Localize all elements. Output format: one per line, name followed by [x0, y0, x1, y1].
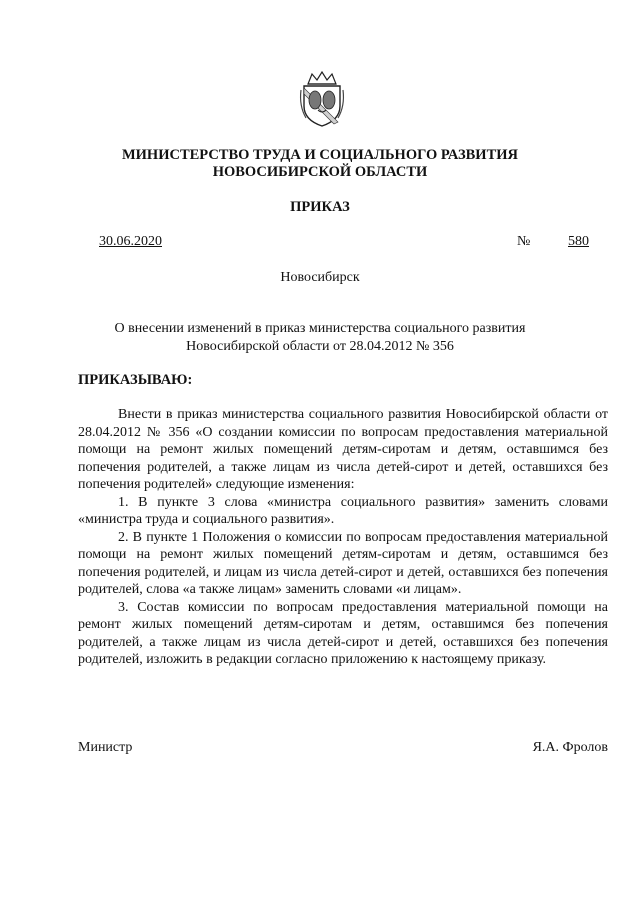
order-directive: ПРИКАЗЫВАЮ:	[78, 372, 193, 388]
coat-of-arms-graphic	[298, 70, 346, 128]
order-body	[78, 406, 608, 669]
body-item-2: 2. В пункте 1 Положения о комиссии по вопросам предоставления материальной помощи на ремонт жилых помещений детям-сиротам и детям, оставшимся без попечения родителей, и лицам из числа детей-сирот и детей, оставшихся без попечения родителей, слова «а также лицам» заменить словами «и лицам».	[78, 529, 608, 597]
ministry-line-2: НОВОСИБИРСКОЙ ОБЛАСТИ	[212, 164, 428, 180]
ministry-name	[60, 147, 580, 181]
coat-of-arms-icon	[298, 70, 346, 128]
body-item-1: 1. В пункте 3 слова «министра социального развития» заменить словами «министра труда и социального развития».	[78, 494, 608, 527]
city: Новосибирск	[280, 270, 360, 285]
order-subject	[100, 320, 540, 356]
order-date: 30.06.2020	[99, 234, 162, 249]
body-intro: Внести в приказ министерства социального развития Новосибирской области от 28.04.2012 № 356 «О создании комиссии по вопросам предоставления материальной помощи на ремонт жилых помещений детям-сиротам и детям, оставшимся без попечения родителей, а также лицам из числа детей-сирот и детей, оставшихся без попечения родителей» следующие изменения:	[78, 407, 608, 492]
body-item-3: 3. Состав комиссии по вопросам предоставления материальной помощи на ремонт жилых помещений детям-сиротам и детям, оставшимся без попечения родителей, а также лицам из числа детей-сирот и детей, оставшихся без попечения родителей, изложить в редакции согласно приложению к настоящему приказу.	[78, 599, 608, 667]
subject-line-1: О внесении изменений в приказ министерства социального развития	[114, 321, 526, 336]
signatory-name: Я.А. Фролов	[532, 740, 608, 755]
signatory-role: Министр	[78, 740, 133, 755]
order-number: 580	[568, 234, 589, 249]
subject-line-2: Новосибирской области от 28.04.2012 № 356	[186, 339, 454, 354]
document-type: ПРИКАЗ	[290, 199, 350, 215]
number-sign: №	[517, 234, 531, 249]
ministry-line-1: МИНИСТЕРСТВО ТРУДА И СОЦИАЛЬНОГО РАЗВИТИЯ	[121, 147, 519, 163]
